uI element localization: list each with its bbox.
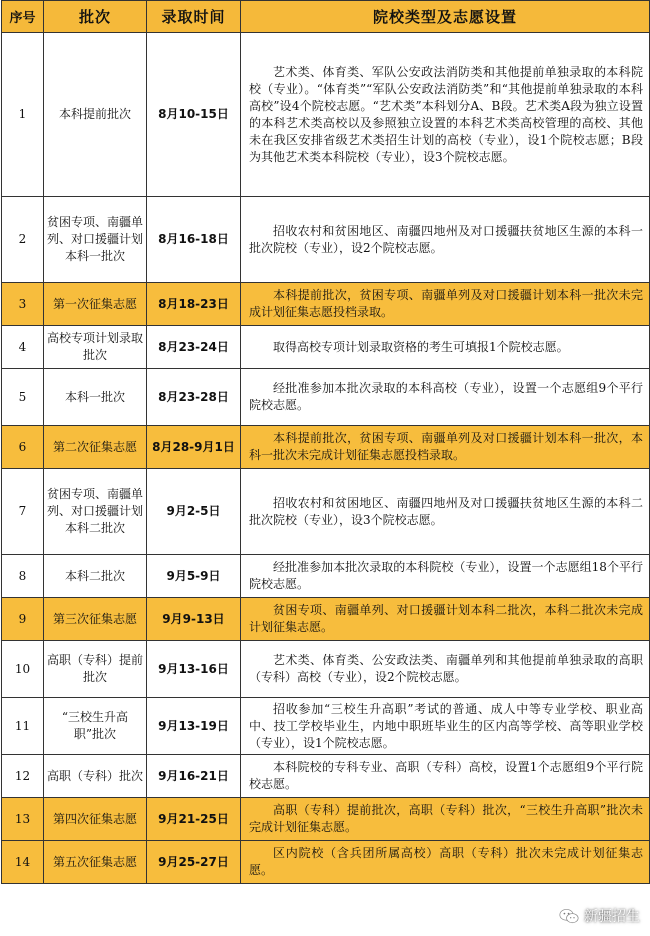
header-no: 序号 [2, 1, 44, 33]
admission-time: 9月9-13日 [147, 598, 241, 641]
admission-time: 9月5-9日 [147, 555, 241, 598]
description-text: 本科院校的专科专业、高职（专科）高校，设置1个志愿组9个平行院校志愿。 [249, 760, 643, 791]
batch-name: 第二次征集志愿 [44, 426, 147, 469]
admission-time: 8月23-28日 [147, 369, 241, 426]
batch-name: 第四次征集志愿 [44, 798, 147, 841]
school-type-description [241, 283, 650, 326]
row-number: 2 [2, 197, 44, 283]
table-row [2, 469, 650, 555]
description-text: 取得高校专项计划录取资格的考生可填报1个院校志愿。 [273, 339, 569, 354]
batch-name: 第五次征集志愿 [44, 841, 147, 884]
school-type-description [241, 641, 650, 698]
description-text: 本科提前批次，贫困专项、南疆单列及对口援疆计划本科一批次未完成计划征集志愿投档录取。 [249, 288, 643, 319]
school-type-description [241, 369, 650, 426]
table-body [2, 33, 650, 884]
table-row [2, 555, 650, 598]
description-text: 艺术类、体育类、公安政法类、南疆单列和其他提前单独录取的高职（专科）高校（专业），设2个院校志愿。 [249, 653, 643, 684]
batch-name: 第三次征集志愿 [44, 598, 147, 641]
watermark-text: 新疆招生 [584, 909, 640, 925]
admission-time: 8月16-18日 [147, 197, 241, 283]
row-number: 14 [2, 841, 44, 884]
school-type-description [241, 755, 650, 798]
row-number: 10 [2, 641, 44, 698]
admission-time: 8月10-15日 [147, 33, 241, 197]
row-number: 5 [2, 369, 44, 426]
table-row [2, 197, 650, 283]
school-type-description [241, 841, 650, 884]
wechat-icon [559, 908, 579, 925]
admission-time: 9月13-19日 [147, 698, 241, 755]
table-row [2, 426, 650, 469]
description-text: 经批准参加本批次录取的本科院校（专业），设置一个志愿组18个平行院校志愿。 [249, 560, 643, 591]
row-number: 11 [2, 698, 44, 755]
row-number: 7 [2, 469, 44, 555]
batch-name: 贫困专项、南疆单列、对口援疆计划本科一批次 [44, 197, 147, 283]
description-text: 招收农村和贫困地区、南疆四地州及对口援疆扶贫地区生源的本科一批次院校（专业），设2个院校志愿。 [249, 223, 643, 255]
admission-time: 8月18-23日 [147, 283, 241, 326]
table-row [2, 841, 650, 884]
row-number: 6 [2, 426, 44, 469]
school-type-description [241, 469, 650, 555]
description-text: 贫困专项、南疆单列、对口援疆计划本科二批次，本科二批次未完成计划征集志愿。 [249, 603, 643, 634]
table-row [2, 698, 650, 755]
batch-name: 本科提前批次 [44, 33, 147, 197]
school-type-description [241, 326, 650, 369]
admission-time: 8月23-24日 [147, 326, 241, 369]
row-number: 13 [2, 798, 44, 841]
row-number: 3 [2, 283, 44, 326]
batch-name: 贫困专项、南疆单列、对口援疆计划本科二批次 [44, 469, 147, 555]
header-desc: 院校类型及志愿设置 [241, 1, 650, 33]
batch-name: 本科一批次 [44, 369, 147, 426]
school-type-description [241, 33, 650, 197]
admission-time: 9月16-21日 [147, 755, 241, 798]
admission-time: 9月2-5日 [147, 469, 241, 555]
table-row [2, 33, 650, 197]
table-row [2, 798, 650, 841]
school-type-description [241, 555, 650, 598]
header-batch: 批次 [44, 1, 147, 33]
batch-name: 第一次征集志愿 [44, 283, 147, 326]
admission-schedule-table [1, 0, 650, 884]
row-number: 12 [2, 755, 44, 798]
row-number: 1 [2, 33, 44, 197]
school-type-description [241, 426, 650, 469]
row-number: 9 [2, 598, 44, 641]
school-type-description [241, 598, 650, 641]
description-text: 本科提前批次，贫困专项、南疆单列及对口援疆计划本科一批次，本科一批次未完成计划征集志愿投档录取。 [249, 431, 643, 462]
table-row [2, 755, 650, 798]
table-row [2, 369, 650, 426]
batch-name: 本科二批次 [44, 555, 147, 598]
admission-time: 9月21-25日 [147, 798, 241, 841]
batch-name: 高职（专科）提前批次 [44, 641, 147, 698]
admission-time: 8月28-9月1日 [147, 426, 241, 469]
batch-name: 高职（专科）批次 [44, 755, 147, 798]
admission-time: 9月13-16日 [147, 641, 241, 698]
header-time: 录取时间 [147, 1, 241, 33]
row-number: 4 [2, 326, 44, 369]
batch-name: 高校专项计划录取批次 [44, 326, 147, 369]
description-text: 招收农村和贫困地区、南疆四地州及对口援疆扶贫地区生源的本科二批次院校（专业），设3个院校志愿。 [249, 495, 643, 527]
row-number: 8 [2, 555, 44, 598]
admission-time: 9月25-27日 [147, 841, 241, 884]
table-header-row [2, 1, 650, 33]
school-type-description [241, 698, 650, 755]
description-text: 艺术类、体育类、军队公安政法消防类和其他提前单独录取的本科院校（专业）。“体育类”“军队公安政法消防类”和“其他提前单独录取的本科高校”设4个院校志愿。“艺术类”本科划分A、B段。艺术类A段为独立设置的本科艺术类高校以及参照独立设置的本科艺术类高校管理的高校、其他未在我区安排省级艺术类招生计划的高校（专业），设1个院校志愿；B段为其他艺术类本科院校（专业），设3个院校志愿。 [249, 64, 643, 164]
description-text: 招收参加“三校生升高职”考试的普通、成人中等专业学校、职业高中、技工学校毕业生，内地中职班毕业生的区内高等学校、高等职业学校（专业），设1个院校志愿。 [249, 701, 643, 750]
table-row [2, 283, 650, 326]
school-type-description [241, 798, 650, 841]
watermark [559, 906, 640, 926]
description-text: 高职（专科）提前批次，高职（专科）批次，“三校生升高职”批次未完成计划征集志愿。 [249, 803, 643, 834]
table-row [2, 326, 650, 369]
description-text: 经批准参加本批次录取的本科高校（专业），设置一个志愿组9个平行院校志愿。 [249, 381, 643, 412]
description-text: 区内院校（含兵团所属高校）高职（专科）批次未完成计划征集志愿。 [249, 846, 643, 877]
table-row [2, 598, 650, 641]
batch-name: “三校生升高职”批次 [44, 698, 147, 755]
school-type-description [241, 197, 650, 283]
table-row [2, 641, 650, 698]
